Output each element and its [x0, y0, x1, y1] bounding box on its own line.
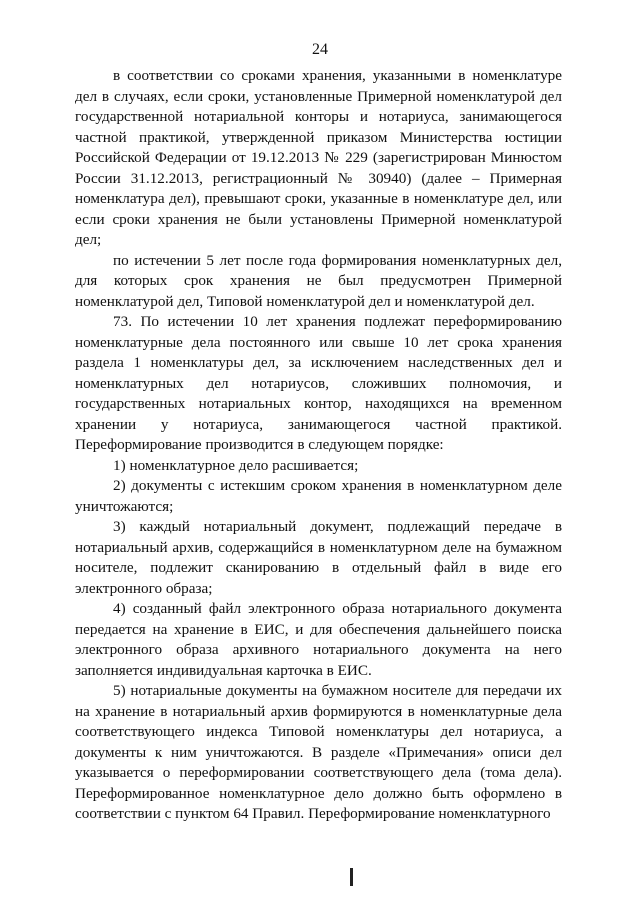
- page-number: 24: [312, 41, 328, 58]
- paragraph-item-73: 73. По истечении 10 лет хранения подлежат переформированию номенклатурные дела постоянного или свыше 10 лет срока хранения раздела 1 номенклатуры дел, за исключением наследственных дел и номенклатурных дел нотариусов, сложивших полномочия, и государственных нотариальных контор, находящихся на временном хранении у нотариуса, занимающегося частной практикой. Переформирование производится в следующем порядке:: [75, 313, 562, 453]
- paragraph-step-1: 1) номенклатурное дело расшивается;: [113, 456, 359, 474]
- paragraph-step-3: 3) каждый нотариальный документ, подлежащий передаче в нотариальный архив, содержащийся в номенклатурном деле на бумажном носителе, подлежит сканированию в отдельный файл в виде его электронного образа;: [75, 518, 562, 597]
- paragraph-step-2: 2) документы с истекшим сроком хранения в номенклатурном деле уничтожаются;: [75, 477, 562, 515]
- paragraph-step-4: 4) созданный файл электронного образа нотариального документа передается на хранение в ЕИС, и для обеспечения дальнейшего поиска электронного образа архивного нотариального документа на него заполняется индивидуальная карточка в ЕИС.: [75, 600, 562, 679]
- document-body: [75, 66, 562, 825]
- scan-mark: [350, 868, 353, 886]
- paragraph-five-years: по истечении 5 лет после года формирования номенклатурных дел, для которых срок хранения не был предусмотрен Примерной номенклатурой дел, Типовой номенклатурой дел и номенклатурой дел.: [75, 251, 562, 310]
- paragraph-retention-periods: в соответствии со сроками хранения, указанными в номенклатуре дел в случаях, если сроки, установленные Примерной номенклатурой дел государственной нотариальной конторы и нотариуса, занимающегося частной практикой, утвержденной приказом Министерства юстиции Российской Федерации от 19.12.2013 № 229 (зарегистрирован Минюстом России 31.12.2013, регистрационный № 30940) (далее – Примерная номенклатура дел), превышают сроки, указанные в номенклатуре дел, или если сроки хранения не были установлены Примерной номенклатурой дел;: [75, 67, 562, 248]
- paragraph-step-5: 5) нотариальные документы на бумажном носителе для передачи их на хранение в нотариальный архив формируются в номенклатурные дела соответствующего индекса Типовой номенклатуры дел нотариуса, а документы к ним уничтожаются. В разделе «Примечания» описи дел указывается о переформировании соответствующего дела (тома дела). Переформированное номенклатурное дело должно быть оформлено в соответствии с пунктом 64 Правил. Переформирование номенклатурного: [75, 682, 562, 822]
